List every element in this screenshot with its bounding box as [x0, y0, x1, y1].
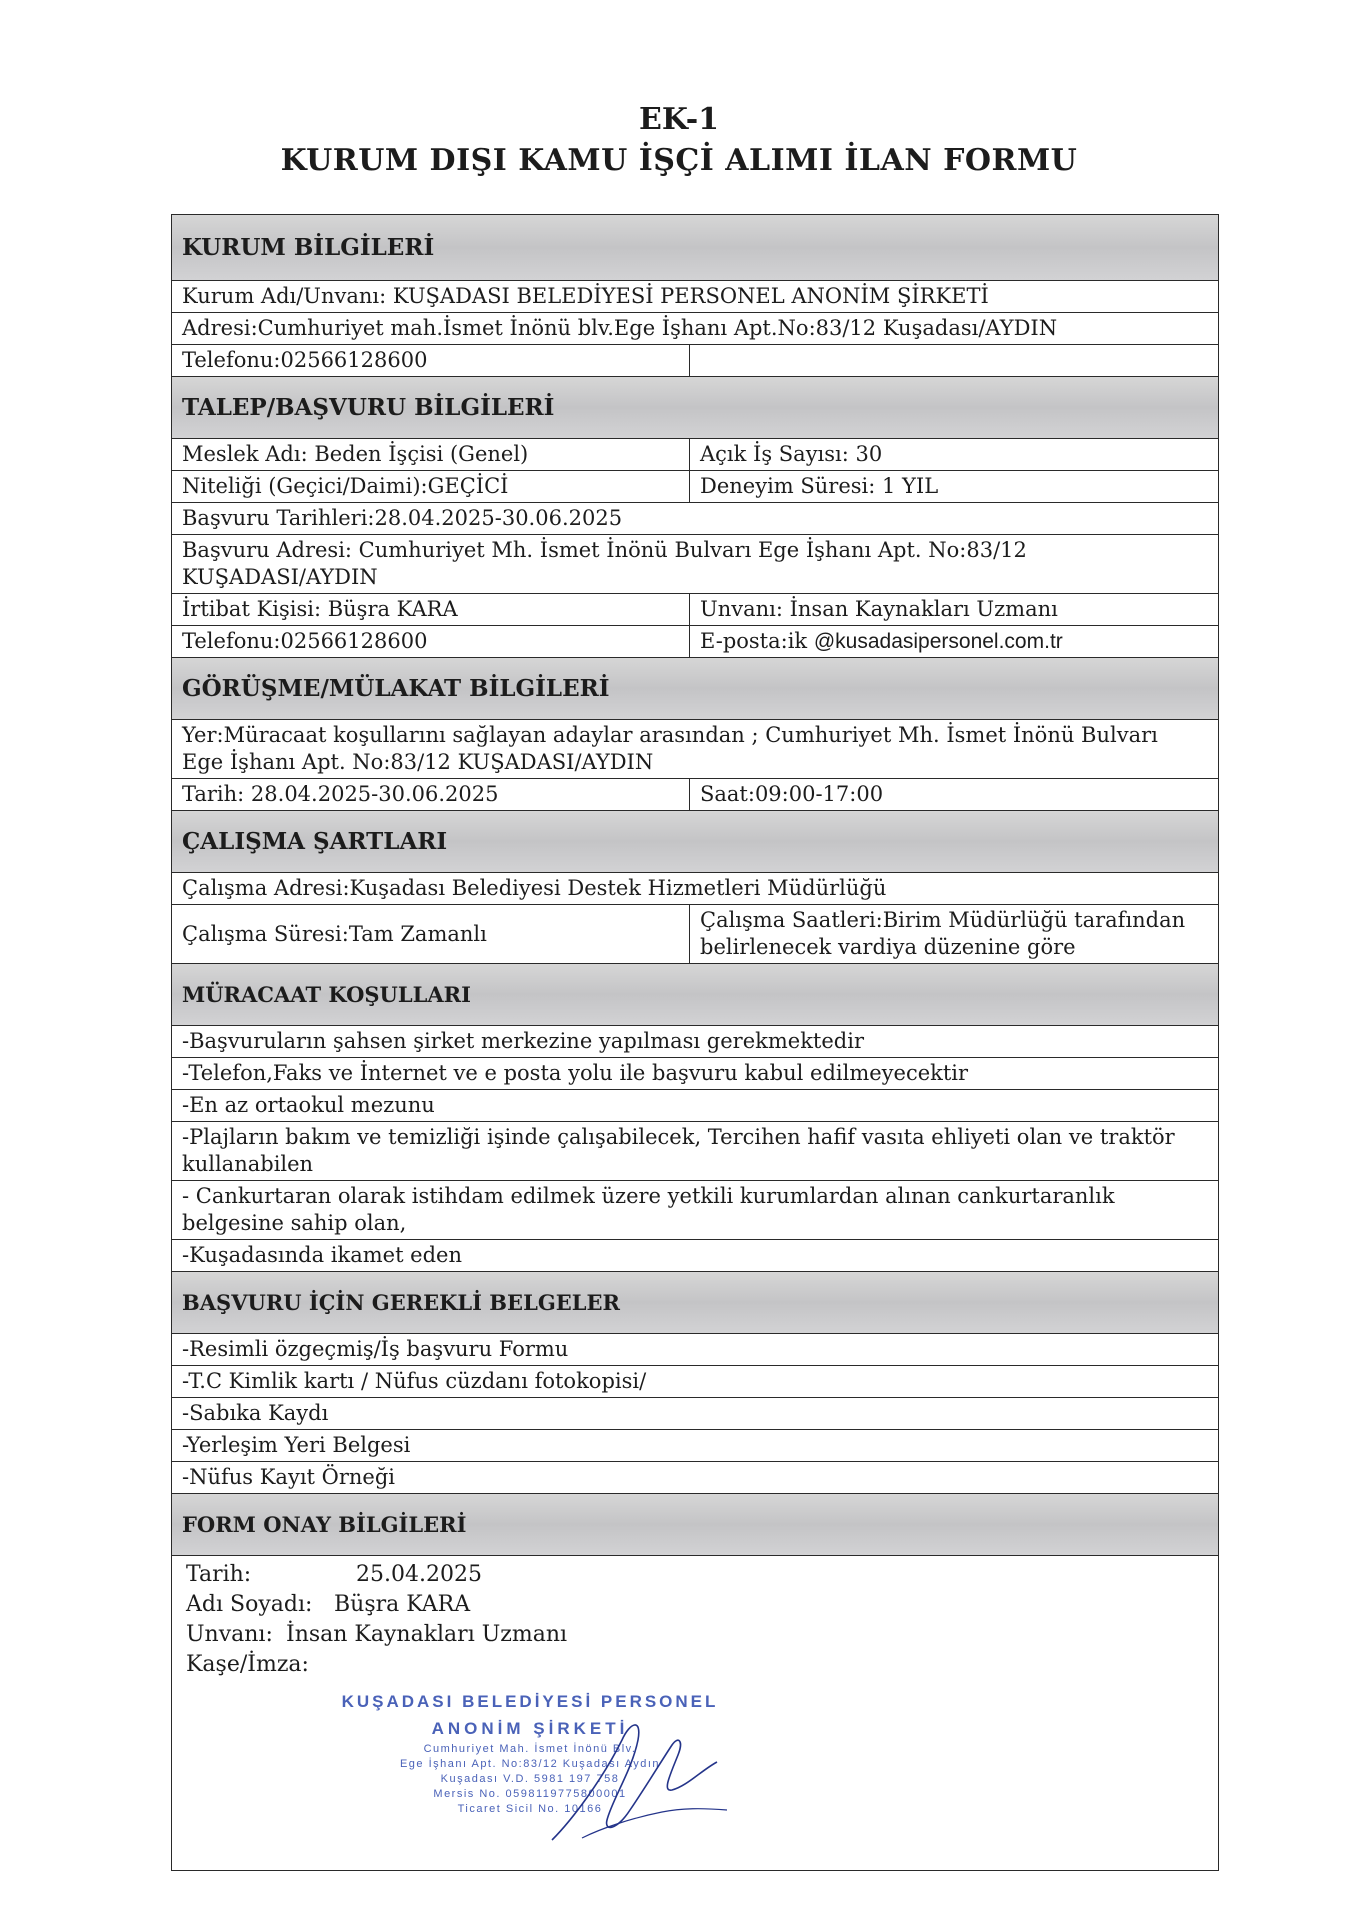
list-item — [172, 1366, 1218, 1398]
annex-label: EK-1 — [638, 102, 720, 137]
basvuru-adresi-line-1: Başvuru Adresi: Cumhuriyet Mh. İsmet İnönü Bulvarı Ege İşhanı Apt. No:83/12 — [182, 538, 1027, 562]
stamp-line-7: Ticaret Sicil No. 10166 — [457, 1803, 603, 1815]
onay-adi-value: Büşra KARA — [334, 1592, 471, 1617]
stamp-line-3: Cumhuriyet Mah. İsmet İnönü Blv. — [423, 1743, 637, 1755]
onay-adi-label: Adı Soyadı: — [186, 1592, 313, 1617]
deneyim-suresi: Deneyim Süresi: 1 YIL — [700, 474, 939, 498]
calisma-adresi: Çalışma Adresi:Kuşadası Belediyesi Destek Hizmetleri Müdürlüğü — [182, 876, 887, 900]
belge-item: -Yerleşim Yeri Belgesi — [182, 1433, 411, 1457]
company-stamp — [172, 1680, 1218, 1870]
talep-telefon: Telefonu:02566128600 — [172, 626, 690, 657]
section-header-muracaat: MÜRACAAT KOŞULLARI — [172, 964, 1218, 1026]
list-item — [172, 1058, 1218, 1090]
muracaat-item: -En az ortaokul mezunu — [182, 1093, 435, 1117]
onay-adi-row — [172, 1590, 1218, 1620]
gorusme-yer-line-1: Yer:Müracaat koşullarını sağlayan adaylar arasından ; Cumhuriyet Mh. İsmet İnönü Bulvarı — [182, 723, 1158, 747]
eposta-label: E-posta:ik — [700, 629, 814, 653]
basvuru-tarihleri-row — [172, 503, 1218, 535]
section-header-kurum: KURUM BİLGİLERİ — [172, 215, 1218, 281]
list-item — [172, 1240, 1218, 1272]
list-item — [172, 1462, 1218, 1494]
list-item — [172, 1122, 1218, 1181]
stamp-line-2: ANONİM ŞİRKETİ — [431, 1719, 629, 1738]
empty-cell — [690, 345, 1218, 376]
gorusme-yer — [172, 720, 1218, 778]
kurum-adres: Adresi:Cumhuriyet mah.İsmet İnönü blv.Ege İşhanı Apt.No:83/12 Kuşadası/AYDIN — [182, 316, 1058, 340]
gorusme-tarih: Tarih: 28.04.2025-30.06.2025 — [172, 779, 690, 810]
calisma-saatleri — [690, 905, 1218, 963]
list-item — [172, 1181, 1218, 1240]
basvuru-adresi-line-2: KUŞADASI/AYDIN — [182, 565, 378, 589]
gorusme-tarih-row — [172, 779, 1218, 811]
muracaat-item: - Cankurtaran olarak istihdam edilmek üzere yetkili kurumlardan alınan cankurtaranlık belgesine sahip olan, — [182, 1184, 1115, 1235]
section-header-talep: TALEP/BAŞVURU BİLGİLERİ — [172, 377, 1218, 439]
form-title: KURUM DIŞI KAMU İŞÇİ ALIMI İLAN FORMU — [280, 143, 1078, 178]
document-title — [0, 100, 1358, 182]
nitelik-row — [172, 471, 1218, 503]
belge-item: -Sabıka Kaydı — [182, 1401, 329, 1425]
kurum-adi: Kurum Adı/Unvanı: KUŞADASI BELEDİYESİ PERSONEL ANONİM ŞİRKETİ — [182, 284, 989, 308]
muracaat-item: -Başvuruların şahsen şirket merkezine yapılması gerekmektedir — [182, 1029, 864, 1053]
irtibat-kisisi: İrtibat Kişisi: Büşra KARA — [172, 594, 690, 625]
belge-item: -T.C Kimlik kartı / Nüfus cüzdanı fotokopisi/ — [182, 1369, 647, 1393]
list-item — [172, 1334, 1218, 1366]
section-header-gorusme: GÖRÜŞME/MÜLAKAT BİLGİLERİ — [172, 658, 1218, 720]
onay-unvan-label: Unvanı: — [186, 1622, 273, 1647]
calisma-suresi: Çalışma Süresi:Tam Zamanlı — [172, 905, 690, 963]
irtibat-row — [172, 594, 1218, 626]
calisma-sure-row — [172, 905, 1218, 964]
muracaat-item: -Kuşadasında ikamet eden — [182, 1243, 463, 1267]
iletisim-row — [172, 626, 1218, 658]
stamp-line-1: KUŞADASI BELEDİYESİ PERSONEL — [341, 1692, 719, 1711]
announcement-form — [171, 214, 1219, 1871]
eposta — [690, 626, 1218, 657]
gorusme-yer-line-2: Ege İşhanı Apt. No:83/12 KUŞADASI/AYDIN — [182, 750, 654, 774]
niteligi: Niteliği (Geçici/Daimi):GEÇİCİ — [172, 471, 690, 502]
onay-tarih-value: 25.04.2025 — [356, 1562, 482, 1587]
signature-icon — [512, 1700, 742, 1850]
section-header-onay: FORM ONAY BİLGİLERİ — [172, 1494, 1218, 1556]
muracaat-item: -Telefon,Faks ve İnternet ve e posta yolu ile başvuru kabul edilmeyecektir — [182, 1061, 969, 1085]
kurum-telefon-row — [172, 345, 1218, 377]
section-header-belgeler: BAŞVURU İÇİN GEREKLİ BELGELER — [172, 1272, 1218, 1334]
gorusme-saat: Saat:09:00-17:00 — [700, 782, 884, 806]
meslek-row — [172, 439, 1218, 471]
acik-is-sayisi: Açık İş Sayısı: 30 — [700, 442, 883, 466]
list-item — [172, 1090, 1218, 1122]
kurum-adres-row — [172, 313, 1218, 345]
eposta-value: @kusadasipersonel.com.tr — [813, 630, 1063, 653]
onay-unvan-value: İnsan Kaynakları Uzmanı — [286, 1622, 568, 1647]
onay-kase-row — [172, 1650, 1218, 1680]
list-item — [172, 1026, 1218, 1058]
onay-block — [172, 1560, 1218, 1870]
calisma-saatleri-line-1: Çalışma Saatleri:Birim Müdürlüğü tarafından — [700, 908, 1186, 932]
calisma-adres-row — [172, 873, 1218, 905]
stamp-line-4: Ege İşhanı Apt. No:83/12 Kuşadası Aydın — [399, 1758, 661, 1770]
stamp-line-5: Kuşadası V.D. 5981 197 758 — [440, 1773, 620, 1785]
belge-item: -Resimli özgeçmiş/İş başvuru Formu — [182, 1337, 569, 1361]
list-item — [172, 1430, 1218, 1462]
kurum-adi-row — [172, 281, 1218, 313]
basvuru-adresi-row — [172, 535, 1218, 594]
muracaat-item: -Plajların bakım ve temizliği işinde çalışabilecek, Tercihen hafif vasıta ehliyeti olan ve traktör kullanabilen — [182, 1125, 1175, 1176]
gorusme-yer-row — [172, 720, 1218, 779]
calisma-saatleri-line-2: belirlenecek vardiya düzenine göre — [700, 935, 1076, 959]
onay-unvan-row — [172, 1620, 1218, 1650]
onay-kase-label: Kaşe/İmza: — [186, 1652, 309, 1677]
meslek-adi: Meslek Adı: Beden İşçisi (Genel) — [172, 439, 690, 470]
basvuru-tarihleri: Başvuru Tarihleri:28.04.2025-30.06.2025 — [182, 506, 623, 530]
stamp-line-6: Mersis No. 0598119775800001 — [433, 1788, 627, 1800]
onay-tarih-row — [172, 1560, 1218, 1590]
basvuru-adresi — [172, 535, 1218, 593]
belge-item: -Nüfus Kayıt Örneği — [182, 1465, 396, 1489]
irtibat-unvani: Unvanı: İnsan Kaynakları Uzmanı — [700, 597, 1058, 621]
kurum-telefon: Telefonu:02566128600 — [172, 345, 690, 376]
section-header-calisma: ÇALIŞMA ŞARTLARI — [172, 811, 1218, 873]
onay-tarih-label: Tarih: — [186, 1562, 252, 1587]
list-item — [172, 1398, 1218, 1430]
